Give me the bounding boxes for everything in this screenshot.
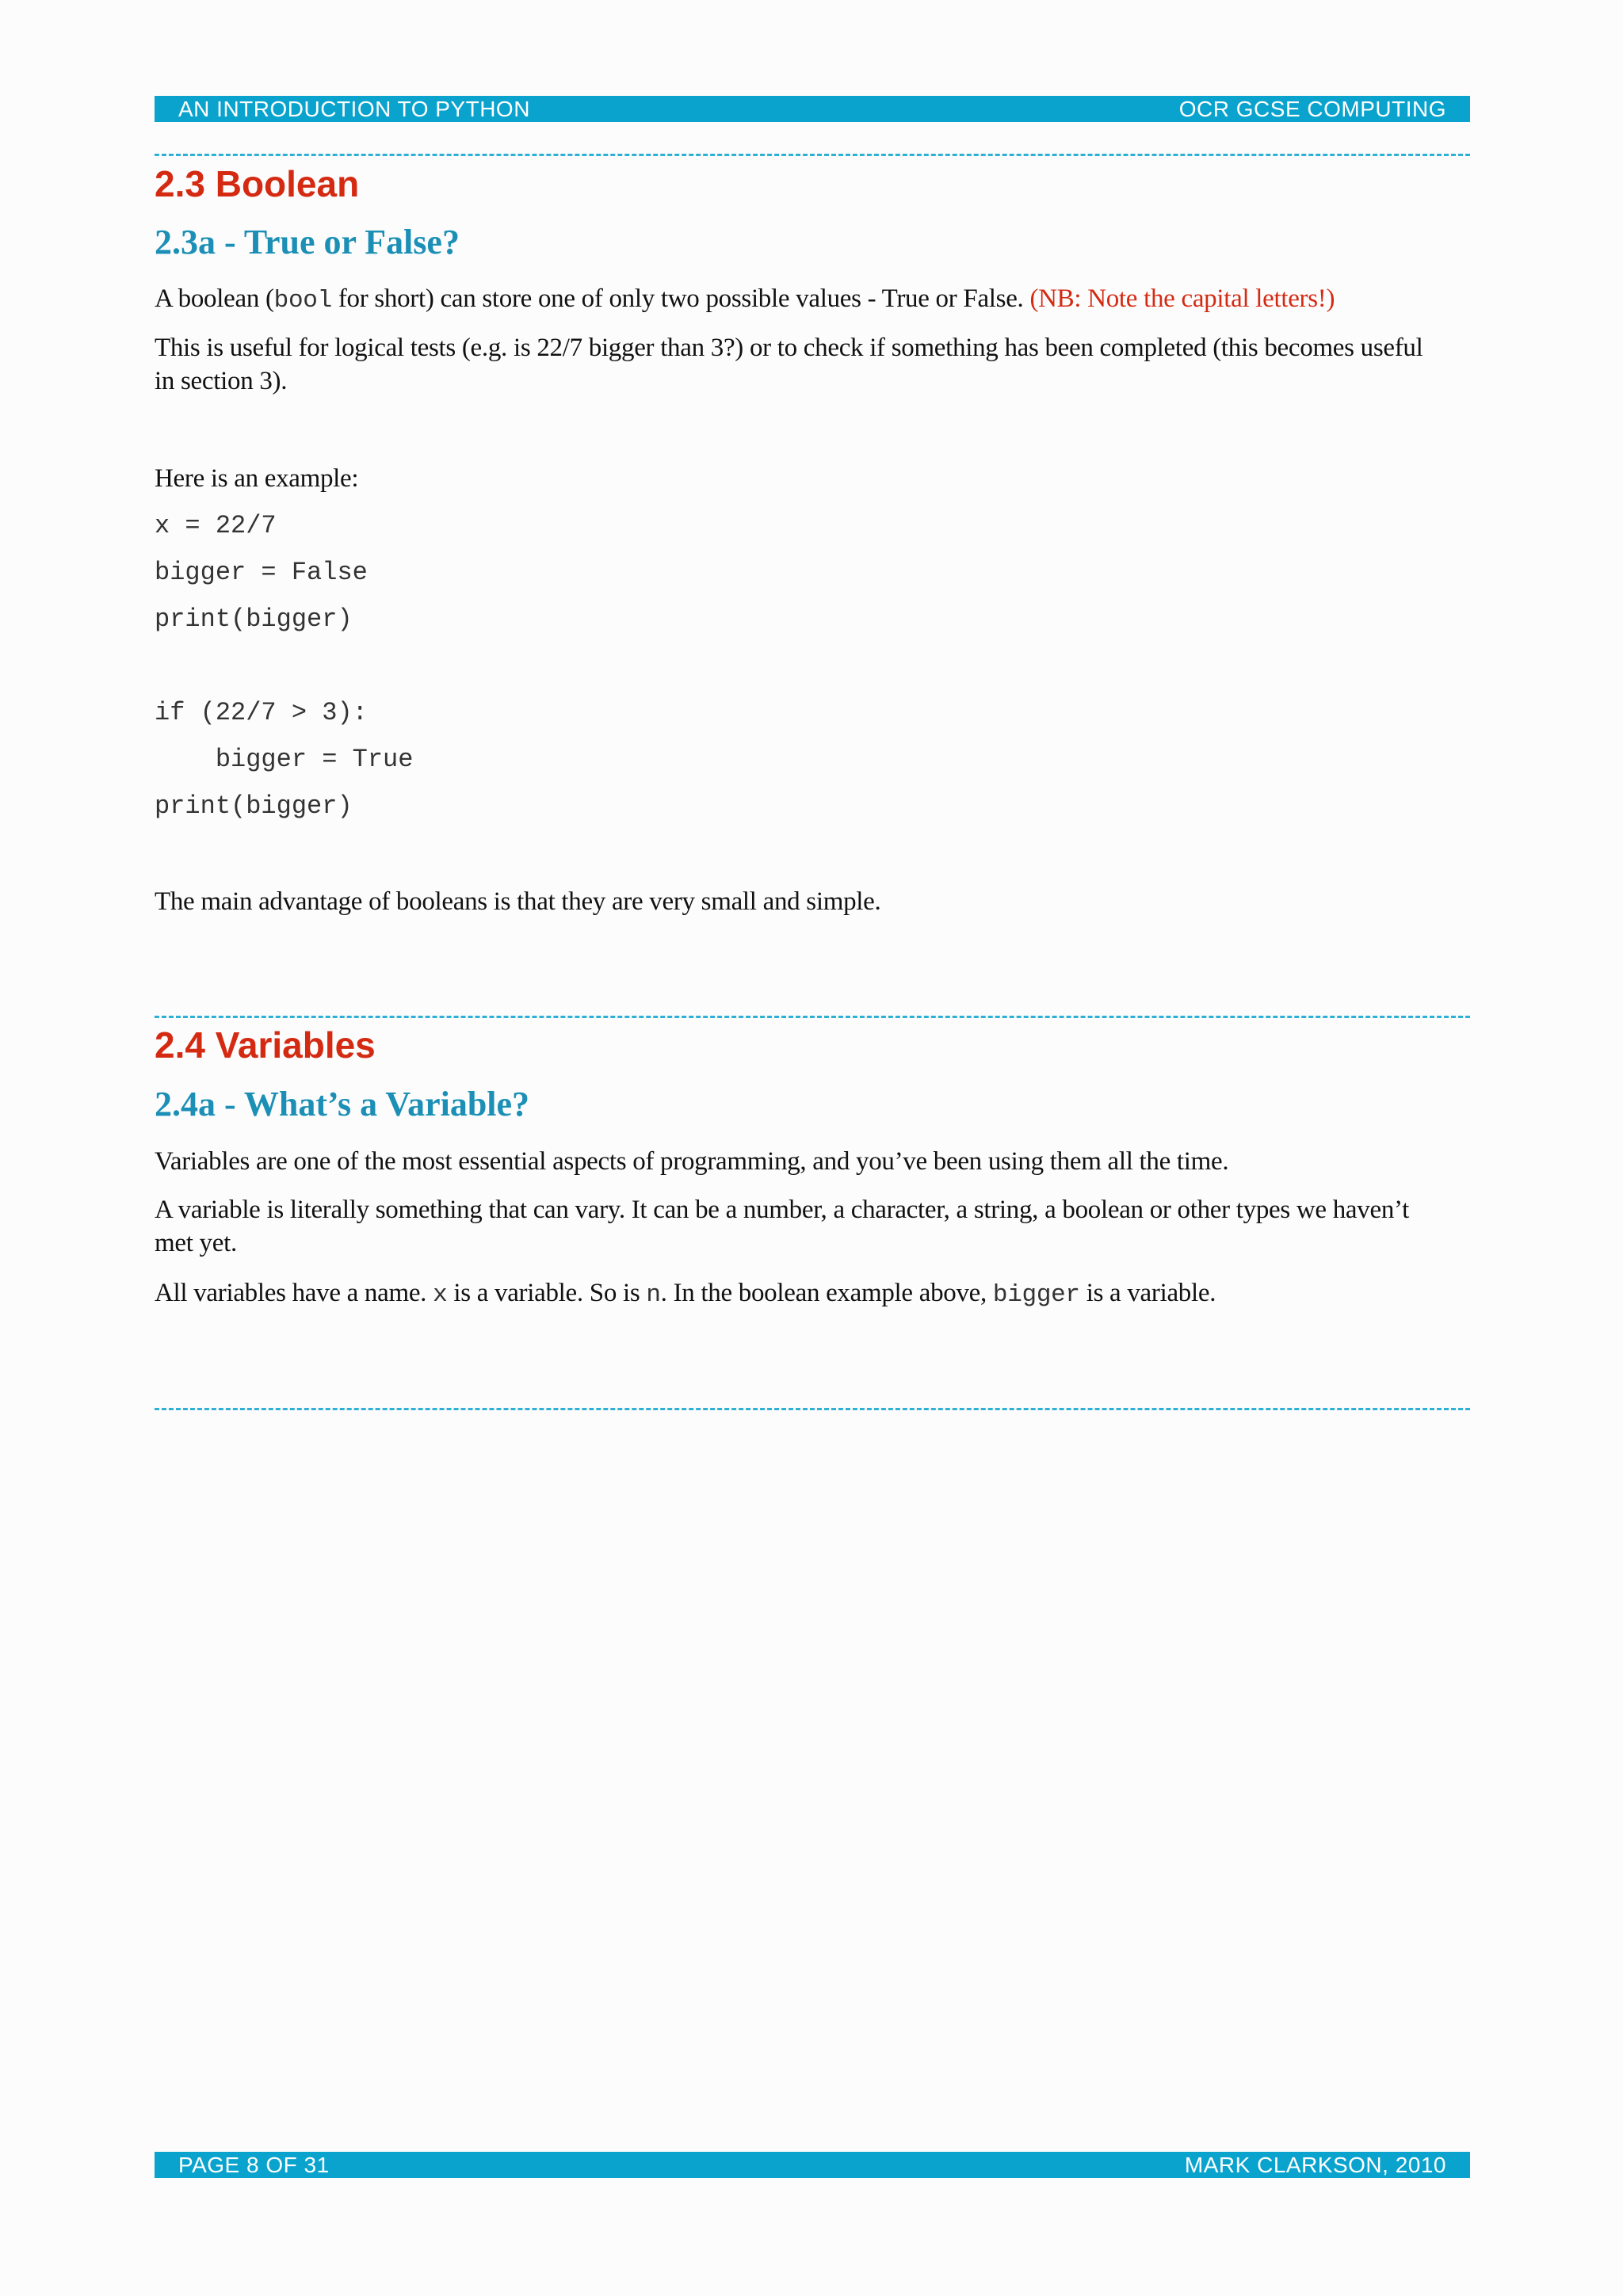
subsection-heading-true-false: 2.3a - True or False? bbox=[155, 223, 460, 261]
inline-code-n: n bbox=[646, 1281, 661, 1309]
header-title: AN INTRODUCTION TO PYTHON bbox=[178, 97, 530, 121]
inline-code-x: x bbox=[433, 1281, 448, 1309]
variables-paragraph-1: Variables are one of the most essential aspects of programming, and you’ve been using them all the time. bbox=[155, 1147, 1229, 1176]
code-line: bigger = True bbox=[155, 745, 414, 774]
variables-paragraph-2: A variable is literally something that can vary. It can be a number, a character, a string, a boolean or other types we haven’t met yet. bbox=[155, 1196, 1409, 1257]
section-heading-variables: 2.4 Variables bbox=[155, 1024, 376, 1066]
boolean-conclusion: The main advantage of booleans is that they are very small and simple. bbox=[155, 887, 881, 916]
example-intro: Here is an example: bbox=[155, 464, 359, 493]
code-line: bigger = False bbox=[155, 558, 368, 587]
header-bar bbox=[155, 96, 1470, 122]
code-line: x = 22/7 bbox=[155, 511, 277, 540]
author-credit: MARK CLARKSON, 2010 bbox=[1184, 2153, 1446, 2177]
inline-code-bigger: bigger bbox=[992, 1281, 1080, 1309]
document-page bbox=[155, 0, 1470, 2296]
header-course: OCR GCSE COMPUTING bbox=[1178, 97, 1446, 121]
footer-bar bbox=[155, 2152, 1470, 2178]
section-heading-boolean: 2.3 Boolean bbox=[155, 163, 360, 204]
boolean-paragraph-1: A boolean (bool for short) can store one of only two possible values - True or False. (NB: Note the capital letters!) bbox=[155, 284, 1335, 315]
code-line: print(bigger) bbox=[155, 605, 353, 634]
boolean-paragraph-2: This is useful for logical tests (e.g. is 22/7 bigger than 3?) or to check if something has been completed (this becomes useful in section 3). bbox=[155, 334, 1423, 395]
note-capital-letters: (NB: Note the capital letters!) bbox=[1029, 284, 1335, 313]
section-divider bbox=[155, 154, 1470, 156]
subsection-heading-whats-a-variable: 2.4a - What’s a Variable? bbox=[155, 1085, 530, 1123]
code-line: print(bigger) bbox=[155, 791, 353, 821]
section-divider bbox=[155, 1408, 1470, 1410]
page-number: PAGE 8 OF 31 bbox=[178, 2153, 330, 2177]
inline-code-bool: bool bbox=[273, 287, 332, 315]
variables-paragraph-3: All variables have a name. x is a variable. So is n. In the boolean example above, bigger is a variable. bbox=[155, 1279, 1216, 1309]
code-line: if (22/7 > 3): bbox=[155, 698, 368, 727]
section-divider bbox=[155, 1016, 1470, 1018]
